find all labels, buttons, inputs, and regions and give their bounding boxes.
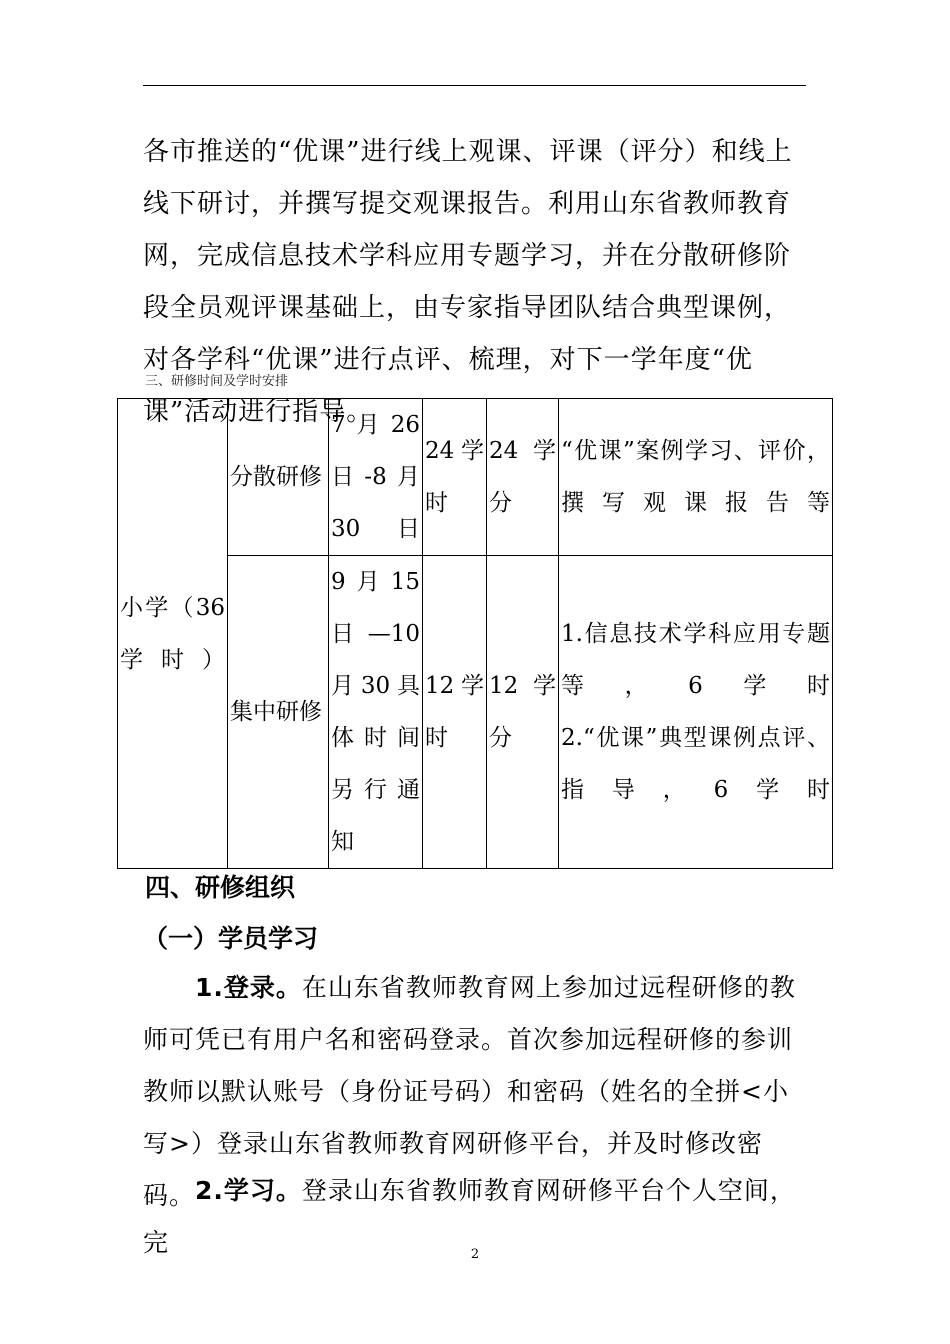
time-cell: 9月15日—10月30具体时间另行通知: [329, 556, 423, 869]
item-2-lead: 2.学习。: [195, 1176, 302, 1205]
content-cell: [559, 556, 833, 869]
section-4-title: 四、研修组织: [145, 873, 296, 902]
content-line: 1.信息技术学科应用专题等，6学时: [561, 621, 830, 699]
item-1-text: 在山东省教师教育网上参加过远程研修的教师可凭已有用户名和密码登录。首次参加远程研修的参训教师以默认账号（身份证号码）和密码（姓名的全拼<小写>）登录山东省教师教育网研修平台，并及时修改密码。: [143, 973, 796, 1210]
content-cell: “优课”案例学习、评价，撰写观课报告等: [559, 399, 833, 556]
credits-cell: 24学分: [487, 399, 559, 556]
time-cell: 7月26日-8月30日: [329, 399, 423, 556]
mode-cell: 分散研修: [228, 399, 329, 556]
table-row: [118, 399, 833, 556]
level-cell: 小学（36学时）: [118, 399, 228, 869]
item-1-lead: 1.登录。: [195, 973, 302, 1002]
page-number: 2: [470, 1247, 480, 1262]
content-line: 2.“优课”典型课例点评、指导，6学时: [561, 725, 830, 803]
header-rule: [143, 85, 806, 86]
intro-paragraph: 各市推送的“优课”进行线上观课、评课（评分）和线上线下研讨，并撰写提交观课报告。利用山东省教师教育网，完成信息技术学科应用专题学习，并在分散研修阶段全员观评课基础上，由专家指导团队结合典型课例，对各学科“优课”进行点评、梳理，对下一学年度“优课”活动进行指导。: [143, 137, 793, 427]
schedule-table: [117, 398, 833, 869]
hours-cell: 12学时: [423, 556, 487, 869]
schedule-heading: 三、研修时间及学时安排: [145, 374, 289, 389]
section-4-subtitle: （一）学员学习: [143, 924, 319, 953]
hours-cell: 24学时: [423, 399, 487, 556]
credits-cell: 12学分: [487, 556, 559, 869]
item-2-text: 登录山东省教师教育网研修平台个人空间，完: [143, 1176, 796, 1257]
mode-cell: 集中研修: [228, 556, 329, 869]
